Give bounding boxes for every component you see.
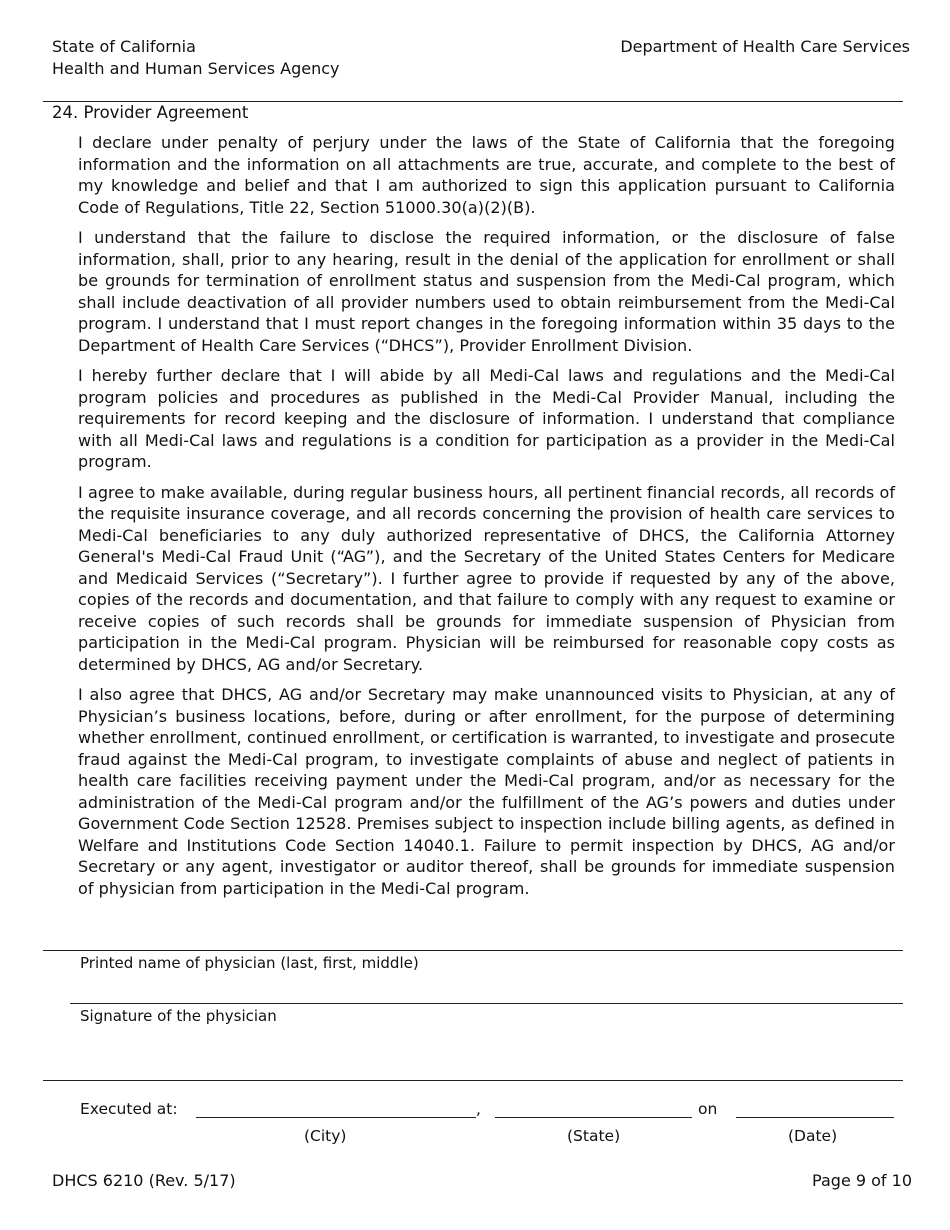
state-caption: (State) — [567, 1127, 621, 1145]
comma-separator: , — [476, 1100, 481, 1118]
section-title: 24. Provider Agreement — [52, 103, 249, 122]
signature-field[interactable] — [70, 1028, 903, 1078]
agreement-body — [78, 132, 895, 908]
agency-header — [52, 36, 340, 80]
printed-name-top-rule — [43, 950, 903, 951]
executed-at-label: Executed at: — [80, 1100, 178, 1118]
city-caption: (City) — [304, 1127, 347, 1145]
city-input[interactable] — [196, 1100, 476, 1118]
department-name: Department of Health Care Services — [620, 37, 910, 56]
agreement-paragraph-2: I understand that the failure to disclose the required information, or the disclosure of false information, shall, prior to any hearing, result in the denial of the application for enrollment or shall be grounds for termination of enrollment status and suspension from the Medi-Cal program, which shall include deactivation of all provider numbers used to obtain reimbursement from the Medi-Cal program. I understand that I must report changes in the foregoing information within 35 days to the Department of Health Care Services (“DHCS”), Provider Enrollment Division. — [78, 228, 895, 355]
state-name: State of California — [52, 37, 196, 56]
on-label: on — [698, 1100, 718, 1118]
agreement-paragraph-1: I declare under penalty of perjury under the laws of the State of California that the foregoing information and the information on all attachments are true, accurate, and complete to the best of my knowledge and belief and that I am authorized to sign this application pursuant to California Code of Regulations, Title 22, Section 51000.30(a)(2)(B). — [78, 133, 895, 217]
agreement-paragraph-4: I agree to make available, during regular business hours, all pertinent financial records, all records of the requisite insurance coverage, and all records concerning the provision of health care services to Medi-Cal beneficiaries to any duly authorized representative of DHCS, the California Attorney General's Medi-Cal Fraud Unit (“AG”), and the Secretary of the United States Centers for Medicare and Medicaid Services (“Secretary”). I further agree to provide if requested by any of the above, copies of the records and documentation, and that failure to comply with any request to examine or receive copies of such records shall be grounds for immediate suspension of Physician from participation in the Medi-Cal program. Physician will be reimbursed for reasonable copy costs as determined by DHCS, AG and/or Secretary. — [78, 482, 895, 674]
page-number: Page 9 of 10 — [812, 1171, 912, 1190]
date-caption: (Date) — [788, 1127, 838, 1145]
agreement-paragraph-5: I also agree that DHCS, AG and/or Secretary may make unannounced visits to Physician, at any of Physician’s business locations, before, during or after enrollment, for the purpose of determining whether enrollment, continued enrollment, or certification is warranted, to investigate and prosecute fraud against the Medi-Cal program, to investigate complaints of abuse and neglect of patients in health care facilities receiving payment under the Medi-Cal program, and/or as necessary for the administration of the Medi-Cal program and/or the fulfillment of the AG’s powers and duties under Government Code Section 12528. Premises subject to inspection include billing agents, as defined in Welfare and Institutions Code Section 14040.1. Failure to permit inspection by DHCS, AG and/or Secretary or any agent, investigator or auditor thereof, shall be grounds for immediate suspension of physician from participation in the Medi-Cal program. — [78, 685, 895, 898]
agreement-paragraph-3: I hereby further declare that I will abide by all Medi-Cal laws and regulations and the Medi-Cal program policies and procedures as published in the Medi-Cal Provider Manual, including the requirements for record keeping and the disclosure of information. I understand that compliance with all Medi-Cal laws and regulations is a condition for participation as a provider in the Medi-Cal program. — [78, 366, 895, 471]
agency-name: Health and Human Services Agency — [52, 59, 340, 78]
executed-at-row — [80, 1100, 895, 1124]
signature-label: Signature of the physician — [80, 1007, 277, 1025]
printed-name-label: Printed name of physician (last, first, middle) — [80, 954, 419, 972]
form-number: DHCS 6210 (Rev. 5/17) — [52, 1171, 236, 1190]
date-input[interactable] — [736, 1100, 894, 1118]
printed-name-field[interactable] — [70, 975, 903, 1002]
signature-top-rule — [70, 1003, 903, 1004]
signature-bottom-rule — [43, 1080, 903, 1081]
state-input[interactable] — [495, 1100, 692, 1118]
